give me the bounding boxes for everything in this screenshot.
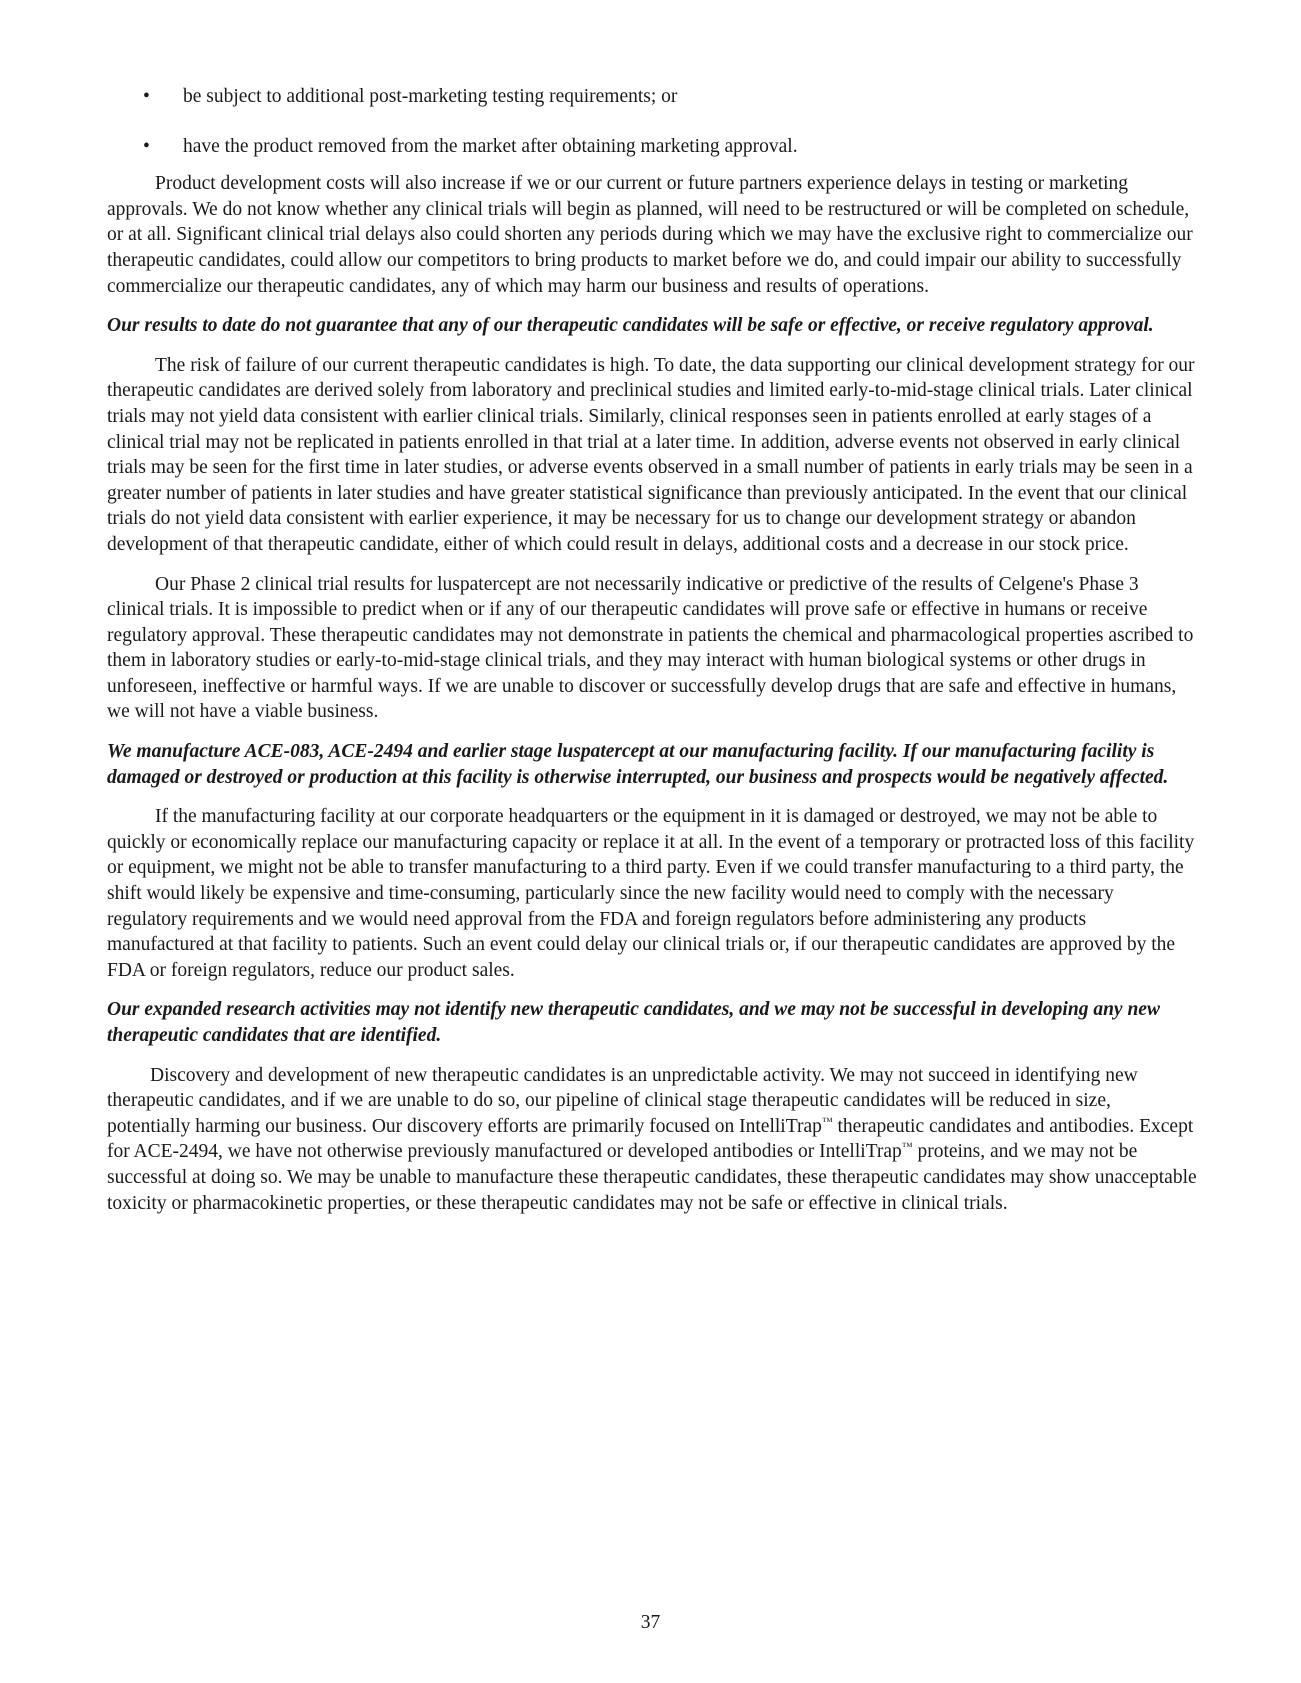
discovery-text-part-2: therapeutic candidates and antibodies. Except for ACE-2494, we have not otherwise previously manufactured or developed antibodies or IntelliTrap [107,1115,1194,1163]
bullet-mark: • [143,86,150,107]
bullet-text: have the product removed from the market after obtaining marketing approval. [183,135,798,157]
heading-results-to-date: Our results to date do not guarantee that any of our therapeutic candidates will be safe or effective, or receive regulatory approval. [107,315,1154,337]
document-page [107,84,1197,1230]
bullet-text: be subject to additional post-marketing testing requirements; or [183,86,678,107]
discovery-text-part-1: Discovery and development of new therapeutic candidates is an unpredictable activity. We may not succeed in identifying new therapeutic candidates, and if we are unable to do so, our pipeline of clinical stage therapeutic candidates will be reduced in size, potentially harming our business. Our discovery efforts are primarily focused on IntelliTrap [107,1064,1138,1137]
heading-research-activities: Our expanded research activities may not identify new therapeutic candidates, and we may not be successful in developing any new therapeutic candidates that are identified. [107,999,1160,1046]
bullet-item [107,84,1197,110]
heading-manufacturing-facility: We manufacture ACE-083, ACE-2494 and earlier stage luspatercept at our manufacturing facility. If our manufacturing facility is damaged or destroyed or production at this facility is otherwise interrupted, our business and prospects would be negatively affected. [107,741,1169,788]
bullet-mark: • [143,135,150,157]
paragraph-risk-of-failure: The risk of failure of our current therapeutic candidates is high. To date, the data supporting our clinical development strategy for our therapeutic candidates are derived solely from laboratory and preclinical studies and limited early-to-mid-stage clinical trials. Later clinical trials may not yield data consistent with earlier clinical trials. Similarly, clinical responses seen in patients enrolled at early stages of a clinical trial may not be replicated in patients enrolled in that trial at a later time. In addition, adverse events not observed in early clinical trials may be seen for the first time in later studies, or adverse events observed in a small number of patients in early trials may be seen in a greater number of patients in later studies and have greater statistical significance than previously anticipated. In the event that our clinical trials do not yield data consistent with earlier experience, it may be necessary for us to change our development strategy or abandon development of that therapeutic candidate, either of which could result in delays, additional costs and a decrease in our stock price. [107,354,1195,555]
paragraph-phase-2-results: Our Phase 2 clinical trial results for luspatercept are not necessarily indicative or predictive of the results of Celgene's Phase 3 clinical trials. It is impossible to predict when or if any of our therapeutic candidates will prove safe or effective in humans or receive regulatory approval. These therapeutic candidates may not demonstrate in patients the chemical and pharmacological properties ascribed to them in laboratory studies or early-to-mid-stage clinical trials, and they may interact with human biological systems or other drugs in unforeseen, ineffective or harmful ways. If we are unable to discover or successfully develop drugs that are safe and effective in humans, we will not have a viable business. [107,573,1194,723]
page-number: 37 [640,1612,661,1633]
discovery-text-part-3: proteins, and we may not be successful at doing so. We may be unable to manufacture these therapeutic candidates, these therapeutic candidates may show unacceptable toxicity or pharmacokinetic properties, or these therapeutic candidates may not be safe or effective in clinical trials. [107,1141,1197,1214]
trademark-symbol: ™ [901,1141,913,1154]
trademark-symbol: ™ [821,1115,833,1128]
bullet-item [107,134,1197,160]
paragraph-discovery [107,1063,1197,1217]
paragraph-development-costs: Product development costs will also increase if we or our current or future partners experience delays in testing or marketing approvals. We do not know whether any clinical trials will begin as planned, will need to be restructured or will be completed on schedule, or at all. Significant clinical trial delays also could shorten any periods during which we may have the exclusive right to commercialize our therapeutic candidates, could allow our competitors to bring products to market before we do, and could impair our ability to successfully commercialize our therapeutic candidates, any of which may harm our business and results of operations. [107,173,1193,297]
paragraph-facility-damage: If the manufacturing facility at our corporate headquarters or the equipment in it is damaged or destroyed, we may not be able to quickly or economically replace our manufacturing capacity or replace it at all. In the event of a temporary or protracted loss of this facility or equipment, we might not be able to transfer manufacturing to a third party. Even if we could transfer manufacturing to a third party, the shift would likely be expensive and time-consuming, particularly since the new facility would need to comply with the necessary regulatory requirements and we would need approval from the FDA and foreign regulators before administering any products manufactured at that facility to patients. Such an event could delay our clinical trials or, if our therapeutic candidates are approved by the FDA or foreign regulators, reduce our product sales. [107,806,1195,981]
